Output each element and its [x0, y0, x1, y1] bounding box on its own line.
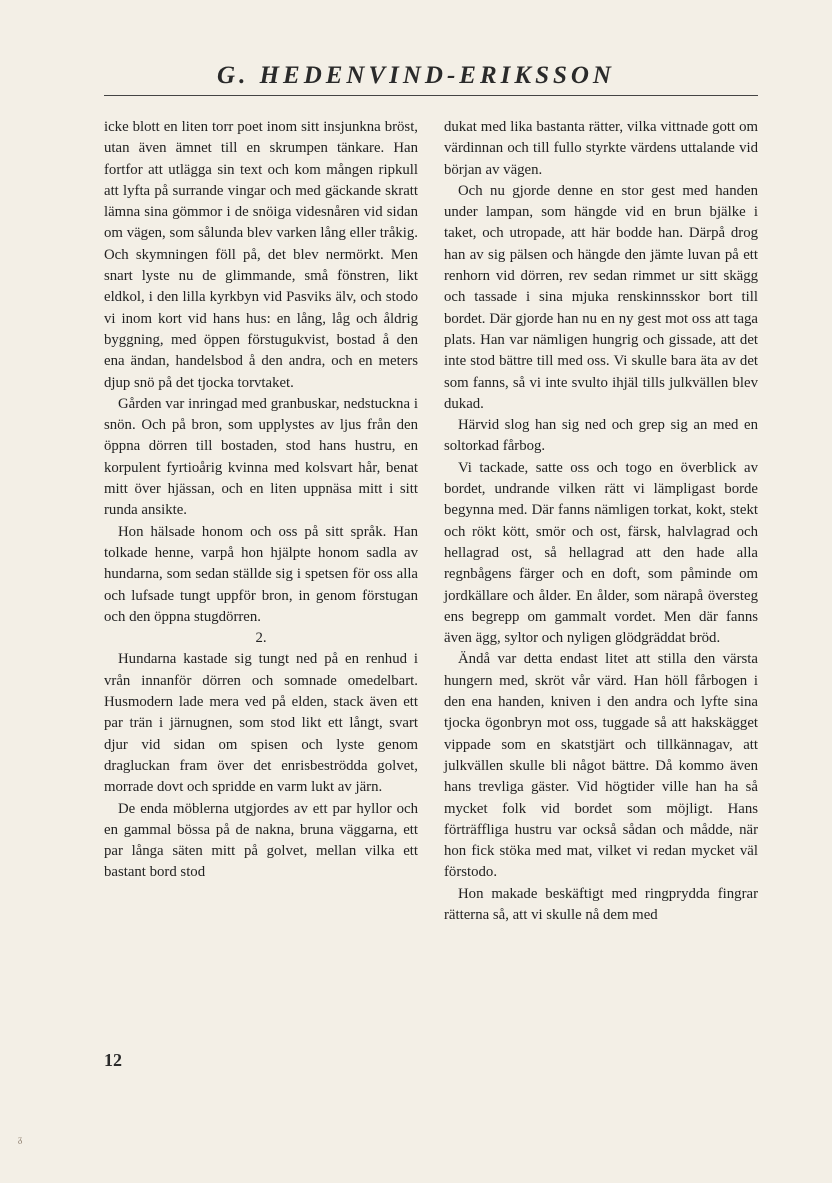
paragraph: dukat med lika bastanta rätter, vilka vittnade gott om värdinnan och till fullo styrkte värdens uttalande vid början av vägen.	[444, 119, 758, 178]
paragraph: Ändå var detta endast litet att stilla den värsta hungern med, skröt vår värd. Han höll fårbogen i den ena handen, kniven i den andra och lyfte sina tjocka ögonbryn mot oss, tuggade så att hakskägget vippade som en skatstjärt och tillkännagav, att julkvällen skulle bli något bättre. Då kommo även hans trevliga gäster. Vid högtider ville han ha så mycket folk vid bordet som möjligt. Hans förträffliga hustru var också sådan och mådde, när hon fick stöka med mat, vilket vi redan mycket väl förstodo.	[444, 651, 758, 881]
paragraph: Och nu gjorde denne en stor gest med handen under lampan, som hängde vid en brun bjälke i taket, och utropade, att här bodde han. Därpå drog han av sig pälsen och hängde den jämte luvan på ett renhorn vid dörren, rev sedan rimmet ur sitt skägg och tassade i sina mjuka renskinnsskor bort till bordet. Där gjorde han nu en ny gest mot oss att taga plats. Han var nämligen hungrig och gissade, att det inte stod bättre till med oss. Vi skulle bara äta av det som fanns, så vi inte svulto ihjäl tills julkvällen blev dukad.	[444, 182, 758, 412]
paragraph: Hon hälsade honom och oss på sitt språk. Han tolkade henne, varpå hon hjälpte honom sadla av hundarna, som sedan ställde sig i spetsen för oss alla och lufsade tungt uppför bron, in genom förstugan och den öppna stugdörren.	[104, 523, 418, 625]
section-number: 2.	[255, 630, 267, 647]
paragraph: De enda möblerna utgjordes av ett par hyllor och en gammal bössa på de nakna, bruna väggarna, ett par långa säten mitt på golvet, mellan vilka ett bastant bord stod	[104, 800, 418, 881]
paragraph: Vi tackade, satte oss och togo en överblick av bordet, undrande vilken rätt vi lämpligast borde begynna med. Där fanns nämligen torkat, kokt, stekt och rökt kött, smör och ost, färsk, halvlagrad och hellagrad ost, så hellagrad att den hade alla regnbågens färger och en doft, som påminde om jordkällare och ålder. En ålder, som närapå översteg ens begrepp om gammalt vordet. Men där fanns även ägg, syltor och nyligen glödgräddat bröd.	[444, 459, 758, 647]
page-number: 12	[104, 1050, 122, 1070]
right-column	[444, 117, 758, 926]
paragraph: Hundarna kastade sig tungt ned på en renhud i vrån innanför dörren och somnade omedelbart. Husmodern lade mera ved på elden, stack även ett par trän i järnugnen, som stod likt ett långt, svart djur vid sidan om spisen och lyste genom dragluckan fram över det enrisbeströdda golvet, morrade dovt och spridde en varm lukt av järn.	[104, 651, 418, 796]
header-rule	[104, 95, 758, 96]
paragraph: icke blott en liten torr poet inom sitt insjunkna bröst, utan även ämnet till en skrumpen tänkare. Han fortfor att utlägga sin text och kom mången ripkull att lyfta på surrande vingar och med gäckande skratt lämna sina gömmor i de snöiga videsnåren vid sidan om vägen, som sålunda blev varken lång eller tråkig. Och skymningen föll på, det blev nermörkt. Men snart lyste nu de glimmande, små fönstren, likt eldkol, i den lilla kyrkbyn vid Pasviks älv, och stodo vi inom kort vid hans hus: en lång, låg och åldrig byggning, med öppen förstugukvist, bostad å den ena ändan, handelsbod å den andra, och en meters djup snö på det tjocka torvtaket.	[104, 119, 418, 391]
running-header: G. HEDENVIND-ERIKSSON	[217, 62, 615, 89]
paragraph: Gården var inringad med granbuskar, nedstuckna i snön. Och på bron, som upplystes av ljus från den öppna dörren till bostaden, stod hans hustru, en korpulent fyrtioårig kvinna med kolsvart hår, benat mitt över hjässan, och en liten uppnäsa mitt i sitt runda ansikte.	[104, 395, 418, 519]
paragraph: Hon makade beskäftigt med ringprydda fingrar rätterna så, att vi skulle nå dem med	[444, 885, 758, 923]
margin-mark: ᵹ	[18, 1134, 23, 1144]
paragraph: Härvid slog han sig ned och grep sig an med en soltorkad fårbog.	[444, 417, 758, 455]
left-column	[104, 117, 418, 884]
